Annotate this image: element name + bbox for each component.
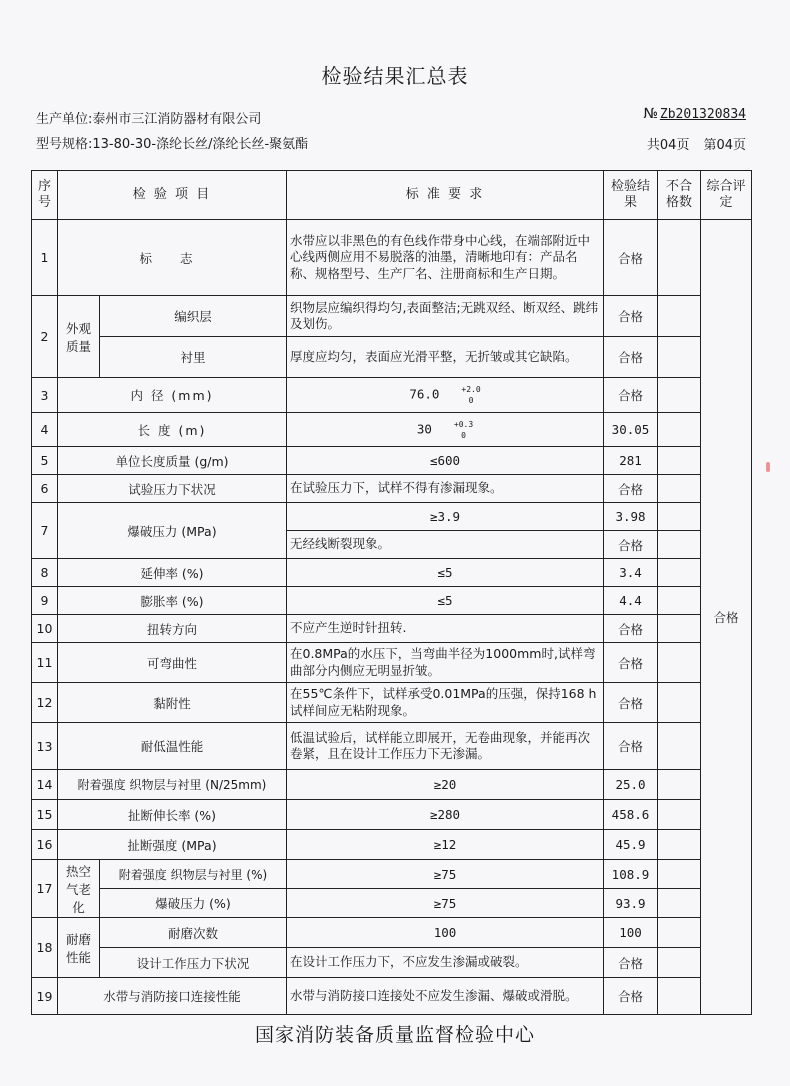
row-item: 黏附性 (58, 683, 287, 723)
row-standard: 水带应以非黑色的有色线作带身中心线，在端部附近中心线两侧应用不易脱落的油墨，清晰地印有：产品名称、规格型号、生产厂名、注册商标和生产日期。 (287, 220, 604, 296)
row-item: 爆破压力 (%) (100, 889, 287, 918)
row-item: 附着强度 织物层与衬里 (%) (100, 860, 287, 889)
table-row (32, 643, 752, 683)
page-indicator (647, 134, 746, 153)
header-fail-count: 不合格数 (658, 171, 701, 220)
results-table (31, 170, 752, 1015)
tolerance-upper: +2.0 (461, 385, 481, 394)
pages-total: 共04页 (646, 138, 690, 153)
row-group: 耐磨性能 (58, 918, 100, 978)
row-seq: 10 (32, 615, 58, 643)
row-standard: ≥75 (287, 889, 604, 918)
row-result: 4.4 (604, 587, 658, 615)
table-row (32, 559, 752, 587)
tolerance-lower: 0 (461, 430, 466, 440)
row-item: 内 径 (mm) (58, 378, 287, 413)
row-item: 编织层 (100, 296, 287, 337)
table-row (32, 378, 752, 413)
row-fail-count (658, 475, 701, 503)
row-result: 30.05 (604, 413, 658, 447)
row-seq: 8 (32, 559, 58, 587)
row-item: 膨胀率 (%) (58, 587, 287, 615)
row-standard: 水带与消防接口连接处不应发生渗漏、爆破或滑脱。 (287, 978, 604, 1015)
table-row (32, 413, 752, 447)
row-fail-count (658, 723, 701, 770)
row-seq: 6 (32, 475, 58, 503)
model-line: 型号规格:13-80-30-涤纶长丝/涤纶长丝-聚氨酯 (36, 137, 309, 152)
table-row (32, 918, 752, 948)
row-fail-count (658, 413, 701, 447)
row-standard: ≤5 (287, 559, 604, 587)
row-group: 热空气老化 (58, 860, 100, 918)
row-standard: ≥75 (287, 860, 604, 889)
row-item: 耐磨次数 (100, 918, 287, 948)
row-seq: 2 (32, 296, 58, 378)
header-result: 检验结果 (604, 171, 658, 220)
row-item: 标 志 (58, 220, 287, 296)
table-row (32, 770, 752, 800)
table-row (32, 503, 752, 531)
row-result: 合格 (604, 220, 658, 296)
row-standard: ≥20 (287, 770, 604, 800)
row-result: 45.9 (604, 830, 658, 860)
row-result: 458.6 (604, 800, 658, 830)
row-result: 合格 (604, 615, 658, 643)
row-fail-count (658, 800, 701, 830)
table-row (32, 978, 752, 1015)
tolerance-lower: 0 (468, 396, 474, 405)
tolerance-upper: +0.3 (453, 419, 474, 429)
tolerance (461, 384, 480, 406)
row-standard: 在试验压力下，试样不得有渗漏现象。 (287, 475, 604, 503)
row-seq: 19 (32, 978, 58, 1015)
row-item: 试验压力下状况 (58, 475, 287, 503)
issuer-footer: 国家消防装备质量监督检验中心 (254, 1024, 535, 1046)
row-item: 附着强度 织物层与衬里 (N/25mm) (58, 770, 287, 800)
row-standard (287, 413, 604, 447)
table-row (32, 337, 752, 378)
row-fail-count (658, 337, 701, 378)
header-row (32, 171, 752, 220)
row-item: 爆破压力 (MPa) (58, 503, 287, 559)
row-fail-count (658, 296, 701, 337)
table-row (32, 860, 752, 889)
row-standard: 在55℃条件下，试样承受0.01MPa的压强，保持168 h 试样间应无粘附现象。 (287, 683, 604, 723)
row-fail-count (658, 643, 701, 683)
row-seq: 14 (32, 770, 58, 800)
page-title: 检验结果汇总表 (321, 64, 469, 88)
row-item: 设计工作压力下状况 (100, 948, 287, 978)
row-item: 衬里 (100, 337, 287, 378)
row-fail-count (658, 587, 701, 615)
row-seq: 15 (32, 800, 58, 830)
row-item: 单位长度质量 (g/m) (58, 447, 287, 475)
row-fail-count (658, 531, 701, 559)
row-fail-count (658, 447, 701, 475)
row-fail-count (658, 889, 701, 918)
table-row (32, 800, 752, 830)
row-fail-count (658, 860, 701, 889)
row-standard: 不应产生逆时针扭转. (287, 615, 604, 643)
row-result: 合格 (604, 337, 658, 378)
table-row (32, 587, 752, 615)
table-row (32, 475, 752, 503)
row-result: 合格 (604, 978, 658, 1015)
row-standard: ≥12 (287, 830, 604, 860)
row-fail-count (658, 948, 701, 978)
row-seq: 16 (32, 830, 58, 860)
table-row (32, 615, 752, 643)
row-item: 可弯曲性 (58, 643, 287, 683)
row-result: 合格 (604, 475, 658, 503)
row-seq: 5 (32, 447, 58, 475)
row-seq: 9 (32, 587, 58, 615)
row-result: 100 (604, 918, 658, 948)
row-item: 扭转方向 (58, 615, 287, 643)
row-result: 合格 (604, 683, 658, 723)
row-fail-count (658, 830, 701, 860)
row-seq: 11 (32, 643, 58, 683)
header-seq: 序号 (32, 171, 58, 220)
row-seq: 13 (32, 723, 58, 770)
overall-verdict: 合格 (701, 220, 752, 1015)
row-seq: 4 (32, 413, 58, 447)
producer-line: 生产单位:泰州市三江消防器材有限公司 (36, 112, 262, 127)
row-seq: 17 (32, 860, 58, 918)
row-fail-count (658, 503, 701, 531)
table-row (32, 723, 752, 770)
row-fail-count (658, 683, 701, 723)
row-standard: 厚度应均匀，表面应光滑平整，无折皱或其它缺陷。 (287, 337, 604, 378)
row-standard: ≤5 (287, 587, 604, 615)
row-standard: 低温试验后，试样能立即展开，无卷曲现象，并能再次卷紧，且在设计工作压力下无渗漏。 (287, 723, 604, 770)
row-result: 281 (604, 447, 658, 475)
row-standard: 无经线断裂现象。 (287, 531, 604, 559)
std-value: 76.0 (409, 386, 440, 402)
row-seq: 3 (32, 378, 58, 413)
row-result: 3.98 (604, 503, 658, 531)
table-row (32, 447, 752, 475)
row-result: 合格 (604, 378, 658, 413)
table-row (32, 683, 752, 723)
row-seq: 1 (32, 220, 58, 296)
row-standard: ≥280 (287, 800, 604, 830)
row-item: 扯断强度 (MPa) (58, 830, 287, 860)
row-fail-count (658, 918, 701, 948)
row-result: 25.0 (604, 770, 658, 800)
row-standard (287, 378, 604, 413)
row-item: 长 度 (m) (58, 413, 287, 447)
row-standard: 在0.8MPa的水压下，当弯曲半径为1000mm时,试样弯曲部分内侧应无明显折皱。 (287, 643, 604, 683)
header-overall: 综合评定 (701, 171, 752, 220)
row-seq: 12 (32, 683, 58, 723)
row-item: 扯断伸长率 (%) (58, 800, 287, 830)
row-standard: 在设计工作压力下，不应发生渗漏或破裂。 (287, 948, 604, 978)
row-seq: 7 (32, 503, 58, 559)
row-result: 93.9 (604, 889, 658, 918)
row-result: 3.4 (604, 559, 658, 587)
row-seq: 18 (32, 918, 58, 978)
row-group: 外观质量 (58, 296, 100, 378)
row-fail-count (658, 220, 701, 296)
row-fail-count (658, 378, 701, 413)
number-label: № (643, 106, 658, 122)
table-row (32, 948, 752, 978)
row-standard: ≥3.9 (287, 503, 604, 531)
header-standard: 标 准 要 求 (287, 171, 604, 220)
row-fail-count (658, 615, 701, 643)
header-item: 检 验 项 目 (58, 171, 287, 220)
row-result: 合格 (604, 531, 658, 559)
ink-mark (766, 462, 770, 472)
row-standard: 织物层应编织得均匀,表面整洁;无跳双经、断双经、跳纬及划伤。 (287, 296, 604, 337)
page-current: 第04页 (703, 138, 746, 153)
row-fail-count (658, 770, 701, 800)
row-result: 合格 (604, 296, 658, 337)
report-number (643, 106, 746, 122)
row-item: 水带与消防接口连接性能 (58, 978, 287, 1015)
table-row (32, 296, 752, 337)
row-standard: 100 (287, 918, 604, 948)
row-standard: ≤600 (287, 447, 604, 475)
table-row (32, 889, 752, 918)
tolerance (454, 419, 473, 441)
table-row (32, 220, 752, 296)
row-item: 耐低温性能 (58, 723, 287, 770)
row-result: 108.9 (604, 860, 658, 889)
table-row (32, 830, 752, 860)
row-result: 合格 (604, 723, 658, 770)
number-value: Zb201320834 (659, 107, 746, 122)
row-item: 延伸率 (%) (58, 559, 287, 587)
row-fail-count (658, 559, 701, 587)
row-fail-count (658, 978, 701, 1015)
std-value: 30 (416, 421, 432, 436)
row-result: 合格 (604, 948, 658, 978)
row-result: 合格 (604, 643, 658, 683)
